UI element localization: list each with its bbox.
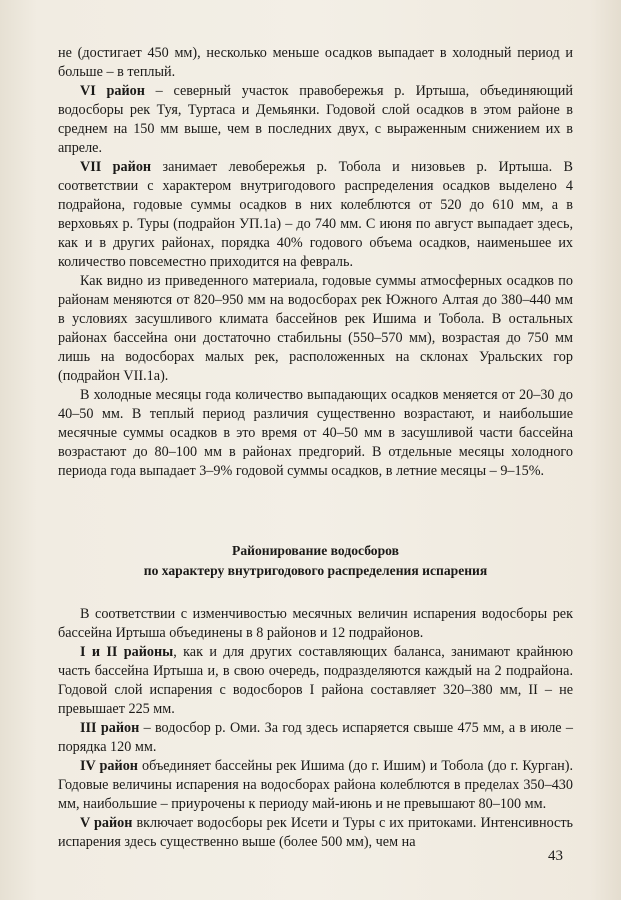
- paragraph-text: – северный участок правобережья р. Иртыша, объединяющий водосборы рек Туя, Туртаса и Демьянки. Годовой слой осадков в этом районе в среднем на 150 мм выше, чем в последних двух, с выраженным снижением их в апреле.: [58, 83, 573, 156]
- paragraph-text: В холодные месяцы года количество выпадающих осадков меняется от 20–30 до 40–50 мм. В теплый период различия существенно возрастают, и наибольшие месячные суммы осадков в это время от 40–50 мм в засушливой части бассейна возрастают до 80–100 мм в районах предгорий. В отдельные месяцы холодного периода года выпадает 3–9% годовой суммы осадков, в летние месяцы – 9–15%.: [58, 387, 573, 479]
- paragraph-text: Как видно из приведенного материала, годовые суммы атмосферных осадков по районам меняются от 820–950 мм на водосборах рек Южного Алтая до 380–440 мм в условиях засушливого климата бассейнов рек Ишима и Тобола. В остальных районах бассейна они достаточно стабильны (550–570 мм), возрастая до 750 мм лишь на водосборах малых рек, расположенных на склонах Уральских гор (подрайон VII.1а).: [58, 273, 573, 384]
- section-heading-line: по характеру внутригодового распределения испарения: [143, 563, 488, 578]
- paragraph-district-iv: [58, 757, 573, 814]
- paragraph-district-i-ii: [58, 643, 573, 719]
- paragraph-district-vii: [58, 158, 573, 272]
- paragraph-district-vi: [58, 82, 573, 158]
- district-label: IV район: [80, 758, 138, 774]
- paragraph-intro: [58, 605, 573, 643]
- district-label: VI район: [80, 83, 145, 99]
- paragraph-text: объединяет бассейны рек Ишима (до г. Ишим) и Тобола (до г. Курган). Годовые величины испарения на водосборах района колеблются в пределах 350–430 мм, наибольшие – приурочены к периоду май-июнь и не превышают 80–100 мм.: [58, 758, 573, 812]
- district-label: I и II районы: [80, 644, 174, 660]
- paragraph-summary: [58, 272, 573, 386]
- paragraph-text: , как и для других составляющих баланса, занимают крайнюю часть бассейна Иртыша и, в свою очередь, подразделяются каждый на 2 подрайона. Годовой слой испарения с водосборов I района составляет 320–380 мм, II – не превышает 225 мм.: [58, 644, 573, 717]
- district-label: III район: [80, 720, 140, 736]
- paragraph-text: включает водосборы рек Исети и Туры с их притоками. Интенсивность испарения здесь существенно выше (более 500 мм), чем на: [58, 815, 573, 850]
- page-number: 43: [548, 848, 563, 864]
- paragraph-continuation: [58, 44, 573, 82]
- paragraph-district-v: [58, 814, 573, 852]
- paragraph-seasonal: [58, 386, 573, 481]
- paragraph-text: не (достигает 450 мм), несколько меньше осадков выпадает в холодный период и больше – в теплый.: [58, 45, 573, 80]
- paragraph-text: занимает левобережья р. Тобола и низовьев р. Иртыша. В соответствии с характером внутригодового распределения осадков выделено 4 подрайона, годовые суммы осадков в них колеблются от 520 до 610 мм, а в верховьях р. Туры (подрайон УП.1а) – до 740 мм. С июня по август выпадает здесь, как и в других районах, порядка 40% годового объема осадков, наименьшее их количество повсеместно приходится на февраль.: [58, 159, 573, 270]
- section-heading: [58, 541, 573, 581]
- district-label: VII район: [80, 159, 152, 175]
- paragraph-district-iii: [58, 719, 573, 757]
- paragraph-text: – водосбор р. Оми. За год здесь испаряется свыше 475 мм, а в июле – порядка 120 мм.: [58, 720, 573, 755]
- text-block: [58, 44, 573, 852]
- district-label: V район: [80, 815, 133, 831]
- section-heading-line: Районирование водосборов: [232, 543, 399, 558]
- paragraph-text: В соответствии с изменчивостью месячных величин испарения водосборы рек бассейна Иртыша объединены в 8 районов и 12 подрайонов.: [58, 606, 573, 641]
